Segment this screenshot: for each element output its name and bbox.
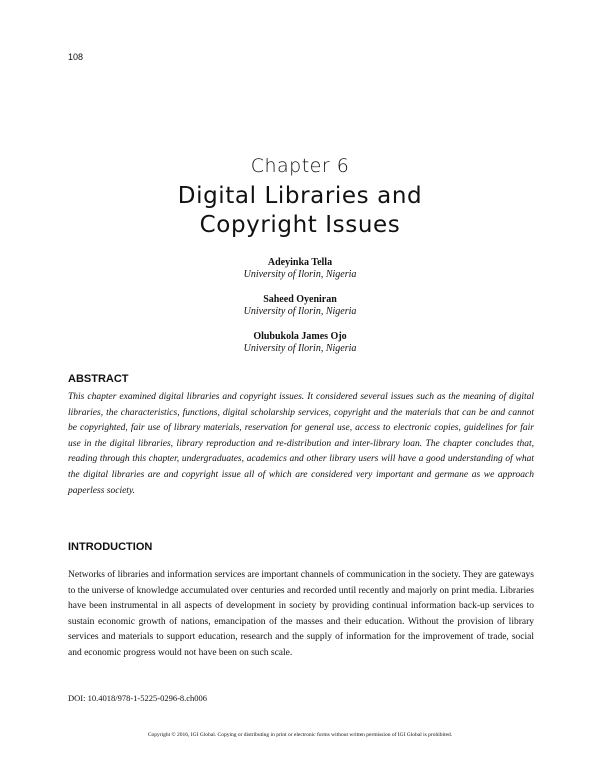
author-name: Saheed Oyeniran xyxy=(263,294,337,305)
introduction-text: Networks of libraries and information services are important channels of communication in the society. They are gateways to the universe of knowledge accumulated over centuries and recorded until recently and majorly on print media. Libraries have been instrumental in all aspects of development in society by providing continual information back-up services to sustain economic growth of nations, emancipation of the masses and their education. Without the provision of library services and materials to support education, research and the supply of information for the improvement of trade, social and economic progress would not have been on such scale. xyxy=(68,570,534,658)
abstract-text: This chapter examined digital libraries and copyright issues. It considered several issues such as the meaning of digital libraries, the characteristics, functions, digital scholarship services, copyright and the materials that can be and cannot be copyrighted, fair use of library materials, reservation for general use, access to electronic copies, guidelines for fair use in the digital libraries, library reproduction and re-distribution and inter-library loan. The chapter concludes that, reading through this chapter, undergraduates, academics and other library users will have a good understanding of what the digital libraries are and copyright issue all of which are considered very important and germane as we approach paperless society. xyxy=(68,392,534,496)
abstract-heading: ABSTRACT xyxy=(68,373,129,385)
author-affiliation: University of Ilorin, Nigeria xyxy=(243,269,357,280)
author-name: Olubukola James Ojo xyxy=(253,331,347,342)
author-name: Adeyinka Tella xyxy=(267,257,333,268)
author-block xyxy=(0,257,600,281)
copyright-footer: Copyright © 2016, IGI Global. Copying or distributing in print or electronic forms without written permission of IGI Global is prohibited. xyxy=(147,732,453,738)
chapter-title-line-1: Digital Libraries and xyxy=(177,183,423,209)
page-number: 108 xyxy=(68,52,84,62)
author-list xyxy=(0,257,600,368)
author-block xyxy=(0,294,600,318)
chapter-label: Chapter 6 xyxy=(250,155,350,177)
author-block xyxy=(0,331,600,355)
introduction-heading: INTRODUCTION xyxy=(68,541,153,553)
chapter-title xyxy=(0,182,600,240)
author-affiliation: University of Ilorin, Nigeria xyxy=(243,306,357,317)
chapter-title-line-2: Copyright Issues xyxy=(199,212,401,238)
author-affiliation: University of Ilorin, Nigeria xyxy=(243,343,357,354)
doi: DOI: 10.4018/978-1-5225-0296-8.ch006 xyxy=(68,693,208,703)
